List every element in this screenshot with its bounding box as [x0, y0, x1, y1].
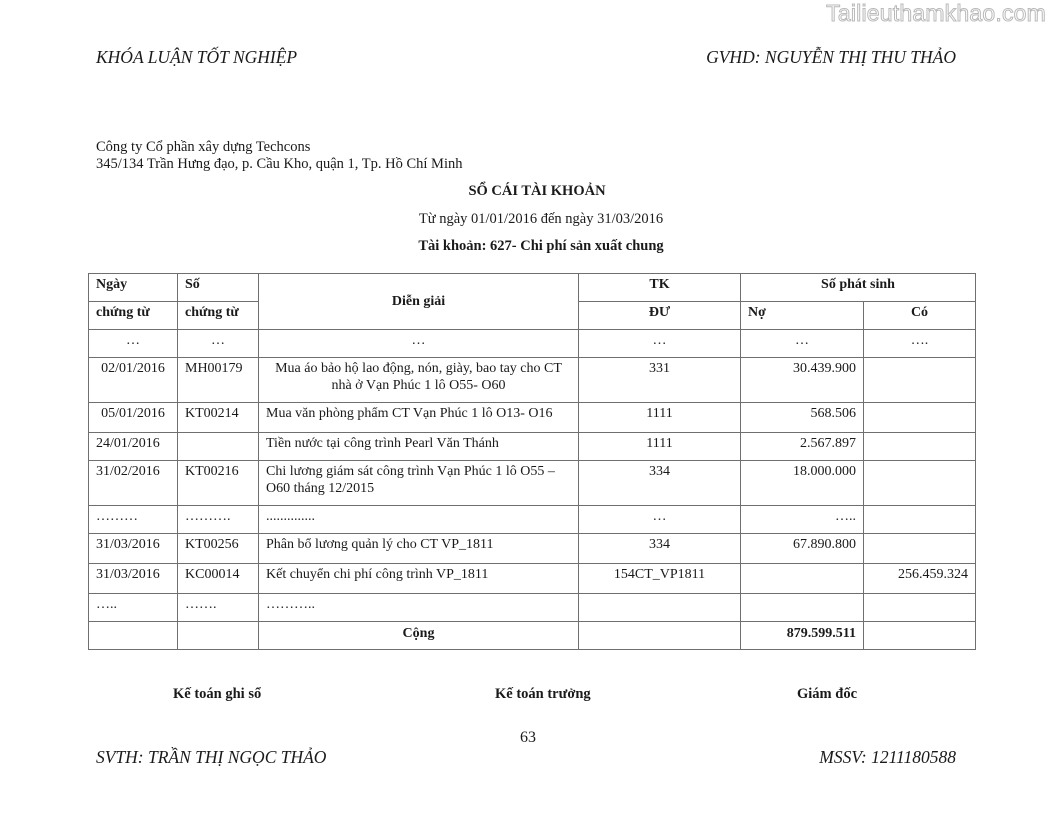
cell-debit: [741, 564, 864, 594]
footer-student-id: MSSV: 1211180588: [819, 747, 956, 767]
company-block: [96, 139, 462, 173]
cell-date: …: [89, 330, 178, 358]
table-row: [89, 403, 976, 433]
cell-debit: 2.567.897: [741, 433, 864, 461]
cell-tk: 1111: [579, 433, 741, 461]
cell-description: Tiền nước tại công trình Pearl Văn Thánh: [259, 433, 579, 461]
cell-description: ………..: [259, 594, 579, 622]
cell-debit: 30.439.900: [741, 358, 864, 403]
signature-chief-accountant: Kế toán trưởng: [495, 686, 591, 702]
cell-description: Kết chuyển chi phí công trình VP_1811: [259, 564, 579, 594]
cell-credit: [864, 358, 976, 403]
cell-tk: …: [579, 330, 741, 358]
cell-date: 02/01/2016: [89, 358, 178, 403]
table-total-row: [89, 622, 976, 650]
cell-tk: [579, 622, 741, 650]
header-voucher-no-sub: chứng từ: [178, 302, 259, 330]
ledger-period: Từ ngày 01/01/2016 đến ngày 31/03/2016: [418, 211, 664, 227]
cell-date: 31/02/2016: [89, 461, 178, 506]
cell-date: 05/01/2016: [89, 403, 178, 433]
cell-date: 31/03/2016: [89, 534, 178, 564]
header-tk-sub: ĐƯ: [579, 302, 741, 330]
table-row: [89, 594, 976, 622]
cell-debit: …..: [741, 506, 864, 534]
cell-tk: 334: [579, 534, 741, 564]
header-debit: Nợ: [741, 302, 864, 330]
cell-date: [89, 622, 178, 650]
cell-date: 31/03/2016: [89, 564, 178, 594]
company-address: 345/134 Trần Hưng đạo, p. Cầu Kho, quận 1, Tp. Hồ Chí Minh: [96, 156, 463, 172]
header-credit: Có: [864, 302, 976, 330]
cell-debit: 568.506: [741, 403, 864, 433]
cell-tk: …: [579, 506, 741, 534]
cell-description: …: [259, 330, 579, 358]
total-debit: 879.599.511: [741, 622, 864, 650]
page-number: 63: [520, 729, 536, 746]
table-row: [89, 461, 976, 506]
header-arising: Số phát sinh: [741, 274, 976, 302]
cell-description: Mua văn phòng phẩm CT Vạn Phúc 1 lô O13- O16: [259, 403, 579, 433]
cell-tk: 331: [579, 358, 741, 403]
header-date-sub: chứng từ: [89, 302, 178, 330]
total-credit: [864, 622, 976, 650]
cell-credit: [864, 461, 976, 506]
header-tk: TK: [579, 274, 741, 302]
header-advisor: GVHD: NGUYỄN THỊ THU THẢO: [706, 47, 956, 67]
cell-description: Mua áo bảo hộ lao động, nón, giày, bao tay cho CT nhà ở Vạn Phúc 1 lô O55- O60: [259, 358, 579, 403]
cell-voucher-no: …: [178, 330, 259, 358]
cell-debit: [741, 594, 864, 622]
company-name: Công ty Cổ phần xây dựng Techcons: [96, 139, 311, 155]
signature-bookkeeper: Kế toán ghi sổ: [173, 686, 262, 702]
cell-description: Phân bổ lương quản lý cho CT VP_1811: [259, 534, 579, 564]
ledger-title: SỔ CÁI TÀI KHOẢN: [468, 183, 606, 199]
cell-voucher-no: KT00216: [178, 461, 259, 506]
cell-credit: [864, 534, 976, 564]
ledger-account: Tài khoản: 627- Chi phí sản xuất chung: [418, 238, 664, 254]
cell-tk: 154CT_VP1811: [579, 564, 741, 594]
table-row: [89, 534, 976, 564]
table-row: [89, 506, 976, 534]
header-voucher-no: Số: [178, 274, 259, 302]
footer-student: SVTH: TRẦN THỊ NGỌC THẢO: [96, 747, 327, 767]
table-header-row: [89, 274, 976, 302]
cell-voucher-no: KC00014: [178, 564, 259, 594]
cell-voucher-no: [178, 622, 259, 650]
cell-credit: [864, 506, 976, 534]
cell-voucher-no: KT00256: [178, 534, 259, 564]
cell-debit: 18.000.000: [741, 461, 864, 506]
total-label: Cộng: [259, 622, 579, 650]
cell-tk: 1111: [579, 403, 741, 433]
cell-tk: 334: [579, 461, 741, 506]
cell-credit: 256.459.324: [864, 564, 976, 594]
cell-tk: [579, 594, 741, 622]
table-row: [89, 358, 976, 403]
cell-credit: [864, 403, 976, 433]
cell-description: Chi lương giám sát công trình Vạn Phúc 1 lô O55 – O60 tháng 12/2015: [259, 461, 579, 506]
cell-voucher-no: [178, 433, 259, 461]
cell-debit: …: [741, 330, 864, 358]
table-row: [89, 433, 976, 461]
cell-description: ..............: [259, 506, 579, 534]
cell-voucher-no: MH00179: [178, 358, 259, 403]
header-description: Diễn giải: [259, 274, 579, 330]
ledger-table: [88, 273, 976, 650]
cell-voucher-no: ……….: [178, 506, 259, 534]
cell-credit: ….: [864, 330, 976, 358]
header-thesis-label: KHÓA LUẬN TỐT NGHIỆP: [96, 47, 298, 67]
cell-voucher-no: …….: [178, 594, 259, 622]
table-row: [89, 330, 976, 358]
cell-credit: [864, 433, 976, 461]
cell-credit: [864, 594, 976, 622]
watermark-text: Tailieuthamkhao.com: [826, 0, 1046, 26]
header-date: Ngày: [89, 274, 178, 302]
cell-date: 24/01/2016: [89, 433, 178, 461]
table-row: [89, 564, 976, 594]
cell-date: ………: [89, 506, 178, 534]
cell-voucher-no: KT00214: [178, 403, 259, 433]
signature-director: Giám đốc: [797, 686, 858, 702]
cell-debit: 67.890.800: [741, 534, 864, 564]
cell-date: …..: [89, 594, 178, 622]
